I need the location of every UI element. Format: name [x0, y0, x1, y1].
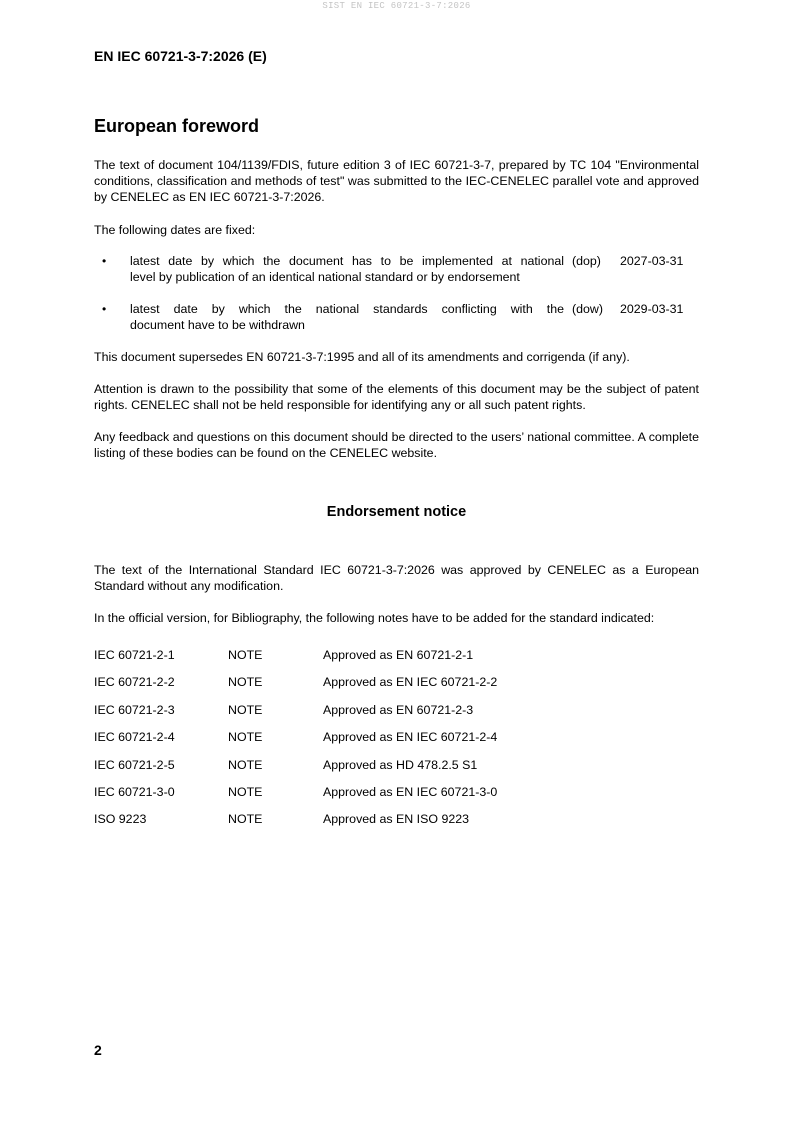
- note-label: NOTE: [228, 675, 263, 690]
- note-row: [94, 785, 699, 812]
- note-text: Approved as EN IEC 60721-2-4: [323, 730, 498, 745]
- note-text: Approved as EN ISO 9223: [323, 812, 470, 827]
- date-item-dow-line2: document have to be withdrawn: [130, 318, 305, 332]
- date-item-dow: [94, 301, 699, 335]
- endorsement-title: Endorsement notice: [326, 504, 467, 520]
- dates-intro-paragraph: [94, 222, 699, 238]
- note-text: Approved as EN 60721-2-3: [323, 702, 474, 717]
- note-standard: IEC 60721-3-0: [94, 784, 175, 799]
- note-standard: IEC 60721-2-3: [94, 702, 175, 717]
- bullet-icon: •: [102, 302, 107, 316]
- date-item-dow-line1: latest date by which the national standards conflicting with the: [130, 302, 564, 316]
- date-item-dow-code: (dow): [572, 302, 603, 316]
- dates-intro-text: The following dates are fixed:: [94, 223, 256, 237]
- note-row: [94, 703, 699, 730]
- page-number: 2: [94, 1042, 102, 1058]
- date-item-dop-description: [130, 253, 564, 285]
- note-text: Approved as HD 478.2.5 S1: [323, 757, 478, 772]
- note-text: Approved as EN 60721-2-1: [323, 648, 474, 662]
- endorsement-text: The text of the International Standard IEC 60721-3-7:2026 was approved by CENELEC as a European Standard without any modification.: [94, 563, 699, 593]
- note-row: [94, 730, 699, 757]
- attention-text: Attention is drawn to the possibility that some of the elements of this document may be the subject of patent rights. CENELEC shall not be held responsible for identifying any or all such patent rights.: [94, 382, 699, 412]
- note-text: Approved as EN IEC 60721-2-2: [323, 675, 498, 690]
- bibliography-notes-list: [94, 648, 699, 840]
- note-standard: IEC 60721-2-2: [94, 675, 175, 690]
- official-version-paragraph: [94, 610, 699, 626]
- note-label: NOTE: [228, 702, 263, 717]
- watermark: SIST EN IEC 60721-3-7:2026: [322, 1, 471, 11]
- date-item-dop-date: 2027-03-31: [620, 254, 684, 268]
- note-standard: ISO 9223: [94, 812, 147, 827]
- foreword-title: European foreword: [94, 116, 260, 136]
- date-item-dop: [94, 253, 699, 287]
- note-row: [94, 812, 699, 839]
- note-standard: IEC 60721-2-4: [94, 730, 175, 745]
- note-text: Approved as EN IEC 60721-3-0: [323, 784, 498, 799]
- foreword-intro-text: The text of document 104/1139/FDIS, future edition 3 of IEC 60721-3-7, prepared by TC 104 "Environmental conditions, classification and methods of test" was submitted to the IEC-CENELEC parallel vote and approved by CENELEC as EN IEC 60721-3-7:2026.: [94, 158, 699, 204]
- document-id-header: EN IEC 60721-3-7:2026 (E): [94, 48, 267, 64]
- attention-paragraph: [94, 381, 699, 413]
- note-row: [94, 758, 699, 785]
- note-label: NOTE: [228, 784, 263, 799]
- note-row: [94, 675, 699, 702]
- supersedes-paragraph: [94, 349, 699, 365]
- endorsement-paragraph: [94, 562, 699, 594]
- official-version-text: In the official version, for Bibliography, the following notes have to be added for the standard indicated:: [94, 611, 655, 625]
- date-item-dop-line2: level by publication of an identical national standard or by endorsement: [130, 270, 520, 284]
- note-label: NOTE: [228, 812, 263, 827]
- bullet-icon: •: [102, 254, 107, 268]
- note-label: NOTE: [228, 730, 263, 745]
- date-item-dop-line1: latest date by which the document has to be implemented at national: [130, 254, 564, 268]
- feedback-text: Any feedback and questions on this document should be directed to the users’ national committee. A complete listing of these bodies can be found on the CENELEC website.: [94, 430, 699, 460]
- note-label: NOTE: [228, 757, 263, 772]
- feedback-paragraph: [94, 429, 699, 461]
- note-row: [94, 648, 699, 675]
- note-standard: IEC 60721-2-5: [94, 757, 175, 772]
- supersedes-text: This document supersedes EN 60721-3-7:1995 and all of its amendments and corrigenda (if any).: [94, 350, 630, 364]
- date-item-dow-date: 2029-03-31: [620, 302, 684, 316]
- note-standard: IEC 60721-2-1: [94, 648, 175, 662]
- date-item-dow-description: [130, 301, 564, 333]
- note-label: NOTE: [228, 648, 263, 662]
- foreword-intro-paragraph: [94, 157, 699, 205]
- date-item-dop-code: (dop): [572, 254, 601, 268]
